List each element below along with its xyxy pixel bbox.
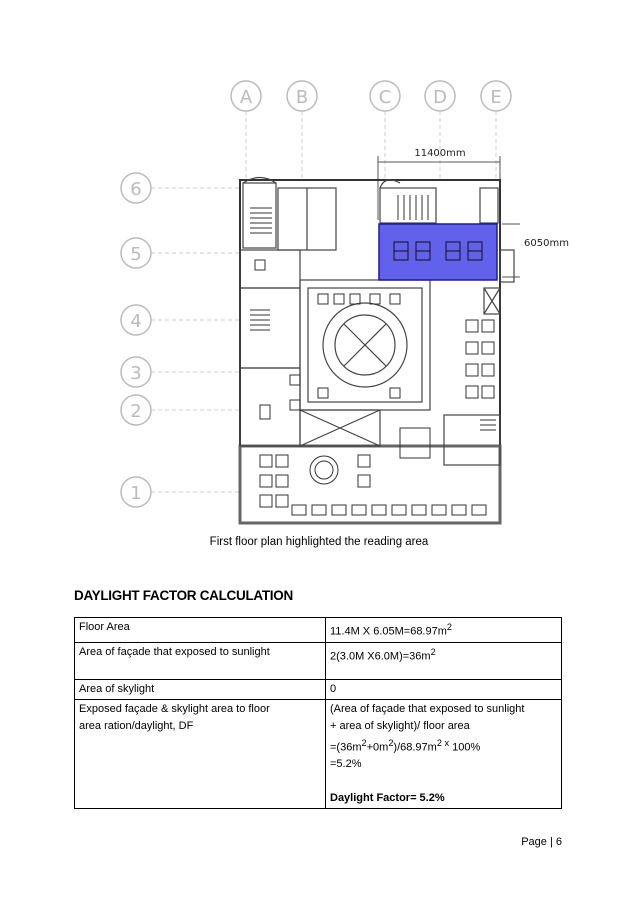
grid-row-4: 4 [130,311,142,332]
row-value: 2(3.0M $X6.0M)=36m^2$ [326,642,562,679]
atrium-skylight [323,303,407,387]
row-value: (Area of façade that exposed to sunlight + area of skylight)/ floor area $=(36m^2+0m^2)/68.97m^{2 x}$ 100% =5.2% Daylight Factor= 5.2% [326,699,562,809]
dimension-depth-label: 6050mm [524,238,569,249]
grid-row-1: 1 [130,483,142,504]
grid-col-d: D [433,87,447,108]
row-value: 0 [326,679,562,699]
row-label: Area of skylight [75,679,326,699]
grid-row-2: 2 [130,401,142,422]
section-heading: DAYLIGHT FACTOR CALCULATION [74,588,293,603]
table-row [75,679,562,699]
reading-area-highlight [379,224,497,280]
table-row [75,618,562,643]
row-label: Area of façade that exposed to sunlight [75,642,326,679]
row-label: Floor Area [75,618,326,643]
row-label: Exposed façade & skylight area to floor area ration/daylight, DF [75,699,326,809]
figure-caption: First floor plan highlighted the reading area [209,536,429,548]
daylight-factor-result: Daylight Factor= 5.2% [330,792,445,805]
grid-col-b: B [295,87,309,108]
grid-row-6: 6 [130,179,142,200]
grid-row-markers [121,173,151,507]
row-value: 11.4M X $6.05M=68.97m^2$ [326,618,562,643]
table-row [75,699,562,809]
grid-column-markers [231,81,511,111]
table-row [75,642,562,679]
grid-col-a: A [239,87,253,108]
page-number: Page | 6 [521,836,562,848]
grid-col-c: C [378,87,392,108]
floor-plan-drawing [100,70,569,530]
grid-row-5: 5 [130,244,142,265]
grid-row-3: 3 [130,363,142,384]
bottom-tables [260,455,486,515]
daylight-calculation-table [74,617,562,809]
dimension-width-label: 11400mm [414,148,466,159]
grid-col-e: E [490,87,502,108]
